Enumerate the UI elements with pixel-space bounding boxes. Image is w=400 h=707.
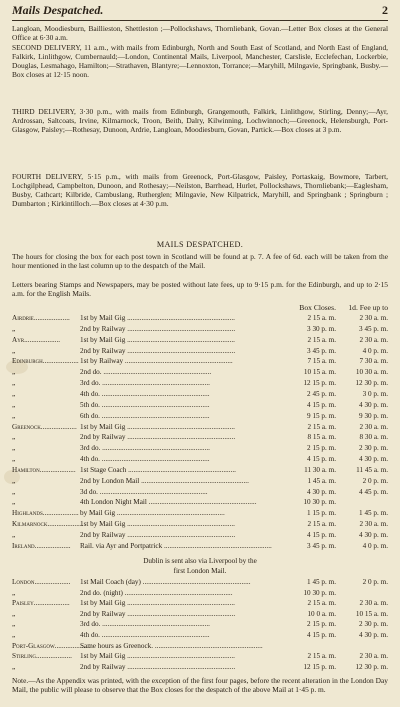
table-row	[12, 541, 388, 552]
description-cell: Rail. via Ayr and Portpatrick ............................................................	[80, 541, 272, 550]
table-row	[12, 530, 388, 541]
table-row	[12, 588, 388, 599]
delivery-paragraph: THIRD DELIVERY, 3·30 p.m., with mails from Edinburgh, Grangemouth, Falkirk, Linlithgow, Stirling, Denny;—Ayr, Ardrossan, Saltcoats, Irvine, Kilmarnock, Troon, Beith, Dalry, Kilwinning, Lochwinnoch;—Greenock, Helensburgh, Port-Glasgow, Paisley;—Rothesay, Dunoon, Ardrie, Langloan, Moodiesburn, Govan, Partick.—Box closes at 3 p.m.	[12, 107, 388, 135]
place-cell: Stirling....................	[12, 652, 72, 661]
table-row	[12, 609, 388, 620]
fee-cell: 4 0 p. m.	[362, 541, 388, 550]
intro-paragraph: The hours for closing the box for each post town in Scotland will be found at p. 7. A fee of 6d. each will be taken from the hour mentioned in the last column up to the despatch of the Mail.	[12, 252, 388, 271]
place-cell: Highlands....................	[12, 509, 79, 518]
table-row	[12, 432, 388, 443]
table-row	[12, 487, 388, 498]
table-row	[12, 313, 388, 324]
description-cell: 1st by Mail Gig ............................................................	[80, 599, 235, 608]
description-cell: by Mail Gig ............................................................	[80, 509, 225, 518]
box-closes-cell: 1 45 a. m.	[307, 476, 336, 485]
box-closes-cell: 10 30 p. m.	[303, 588, 336, 597]
fee-cell: 2 30 a. m.	[359, 599, 388, 608]
table-row	[12, 476, 388, 487]
table-row	[12, 422, 388, 433]
place-cell: „	[12, 498, 16, 507]
table-row	[12, 367, 388, 378]
description-cell: 2nd do. ............................................................	[80, 368, 212, 377]
place-cell: „	[12, 455, 16, 464]
description-cell: 2nd by London Mail ............................................................	[80, 476, 249, 485]
description-cell: Same hours as Greenock. ............................................................	[80, 641, 263, 650]
box-closes-cell: 3 30 p. m.	[307, 324, 336, 333]
box-closes-cell: 10 15 a. m.	[303, 368, 336, 377]
box-closes-cell: 3 45 p. m.	[307, 541, 336, 550]
box-closes-cell: 4 30 p. m.	[307, 487, 336, 496]
fee-cell: 2 30 a. m.	[359, 422, 388, 431]
fee-cell: 2 0 p. m.	[362, 476, 388, 485]
table-row	[12, 577, 388, 588]
place-cell: „	[12, 346, 16, 355]
place-cell: „	[12, 324, 16, 333]
description-cell: 4th do. ............................................................	[80, 631, 210, 639]
table-row	[12, 598, 388, 609]
delivery-paragraph: Langloan, Moodiesburn, Baillieston, Shettleston ;—Pollockshaws, Thornliebank, Govan.—Letter Box closes at the General Office at 6·30 a.m.	[12, 24, 388, 43]
description-cell: 1st by Railway ............................................................	[80, 357, 233, 366]
fee-cell: 12 30 p. m.	[355, 662, 388, 671]
page-number: 2	[382, 3, 388, 17]
fee-cell: 11 45 a. m.	[356, 465, 388, 474]
box-closes-cell: 10 0 a. m.	[307, 609, 336, 618]
fee-cell: 4 30 p. m.	[359, 631, 388, 639]
dublin-note: first London Mail.	[173, 567, 227, 575]
table-row	[12, 497, 388, 508]
place-cell: Edinburgh....................	[12, 357, 79, 366]
box-closes-cell: 2 15 a. m.	[307, 422, 336, 431]
fee-cell: 2 30 a. m.	[359, 652, 388, 661]
box-closes-cell: 3 45 p. m.	[307, 346, 336, 355]
description-cell: 3rd do. ............................................................	[80, 379, 210, 388]
box-closes-cell: 2 45 p. m.	[307, 389, 336, 398]
box-closes-cell: 1 15 p. m.	[307, 509, 336, 518]
fee-header: 1d. Fee up to	[348, 303, 388, 312]
table-row	[12, 454, 388, 465]
place-cell: Ayr....................	[12, 335, 61, 344]
delivery-paragraph: SECOND DELIVERY, 11 a.m., with mails from Edinburgh, North and South East of Scotland, and North East of England, Falkirk, Linlithgow, Cumbernauld;—London, Continental Mails, Liverpool, Manchester, Carslisle, Ecclefechan, Lockerbie, Douglas, Lesmahago, Hamilton;—Strathaven, Blantyre;—Lennoxton, Torrance;—Maryhill, Milngavie, Springbank, Busby.—Box closes at 12·15 noon.	[12, 43, 388, 80]
table-row	[12, 519, 388, 530]
description-cell: 2nd do. (night) ............................................................	[80, 588, 233, 597]
place-cell: „	[12, 476, 16, 485]
description-cell: 5th do. ............................................................	[80, 400, 210, 409]
fee-cell: 10 30 a. m.	[355, 368, 388, 377]
box-closes-cell: 2 15 p. m.	[307, 620, 336, 629]
description-cell: 1st Mail Coach (day) ............................................................	[80, 578, 251, 586]
place-cell: „	[12, 400, 16, 409]
description-cell: 6th do. ............................................................	[80, 411, 210, 420]
table-row	[12, 662, 388, 673]
description-cell: 3rd do. ............................................................	[80, 444, 210, 453]
place-cell: London....................	[12, 578, 71, 586]
fee-cell: 2 30 p. m.	[359, 444, 388, 453]
box-closes-cell: 2 15 a. m.	[307, 335, 336, 344]
description-cell: 4th London Night Mail ............................................................	[80, 498, 257, 507]
box-closes-cell: 2 15 a. m.	[307, 599, 336, 608]
fee-cell: 4 30 p. m.	[359, 531, 388, 539]
place-cell: Paisley....................	[12, 599, 70, 608]
fee-cell: 2 30 p. m.	[359, 620, 388, 629]
description-cell: 2nd by Railway ............................................................	[80, 609, 236, 618]
box-closes-header: Box Closes.	[299, 303, 336, 312]
place-cell: „	[12, 631, 16, 639]
table-row	[12, 378, 388, 389]
table-row	[12, 411, 388, 422]
fee-cell: 4 30 p. m.	[359, 455, 388, 464]
place-cell: „	[12, 433, 16, 442]
table-row	[12, 356, 388, 367]
table-row	[12, 508, 388, 519]
box-closes-cell: 10 30 p. m.	[303, 498, 336, 507]
table-row	[12, 324, 388, 335]
box-closes-cell: 2 15 a. m.	[307, 652, 336, 661]
fee-cell: 2 30 a. m.	[359, 335, 388, 344]
box-closes-cell: 12 15 p. m.	[303, 662, 336, 671]
table-row	[12, 389, 388, 400]
table-row	[12, 443, 388, 454]
description-cell: 4th do. ............................................................	[80, 455, 210, 464]
place-cell: Airdrie....................	[12, 314, 70, 322]
description-cell: 3d do. ............................................................	[80, 487, 208, 496]
description-cell: 1st by Mail Gig ............................................................	[80, 652, 235, 661]
running-title: Mails Despatched.	[12, 3, 104, 17]
fee-cell: 4 0 p. m.	[362, 346, 388, 355]
fee-cell: 3 0 p. m.	[362, 389, 388, 398]
fee-cell: 8 30 a. m.	[359, 433, 388, 442]
description-cell: 2nd by Railway ............................................................	[80, 662, 236, 671]
place-cell: Hamilton....................	[12, 465, 76, 474]
fee-cell: 4 45 p. m.	[359, 487, 388, 496]
place-cell: „	[12, 379, 16, 388]
box-closes-cell: 4 15 p. m.	[307, 400, 336, 409]
box-closes-cell: 1 45 p. m.	[307, 578, 336, 586]
box-closes-cell: 4 15 p. m.	[307, 455, 336, 464]
fee-cell: 9 30 p. m.	[359, 411, 388, 420]
place-cell: „	[12, 368, 16, 377]
fee-cell: 2 30 a. m.	[359, 520, 388, 529]
fee-cell: 2 30 a. m.	[359, 314, 388, 322]
place-cell: Ireland....................	[12, 541, 71, 550]
description-cell: 1st by Mail Gig ............................................................	[80, 520, 235, 529]
header-rule	[12, 20, 388, 21]
place-cell: „	[12, 531, 16, 539]
table-row	[12, 630, 388, 641]
box-closes-cell: 4 15 p. m.	[307, 531, 336, 539]
description-cell: 1st by Mail Gig ............................................................	[80, 314, 235, 322]
table-row	[12, 335, 388, 346]
dublin-note: Dublin is sent also via Liverpool by the	[143, 557, 257, 565]
fee-cell: 7 30 a. m.	[359, 357, 388, 366]
place-cell: „	[12, 609, 16, 618]
description-cell: 3rd do. ............................................................	[80, 620, 210, 629]
table-row	[12, 400, 388, 411]
place-cell: „	[12, 444, 16, 453]
delivery-paragraph: FOURTH DELIVERY, 5·15 p.m., with mails from Greenock, Port-Glasgow, Paisley, Portaskaig, Bowmore, Tarbert, Lochgilphead, Campbelton, Dunoon, and Rothesay;—Neilston, Barrhead, Hurlet, Pollockshaws, Thornliebank;—Eaglesham, Busby, Cathcart; Kilbride, Cambuslang, Rutherglen; Milngavie, New Kilpatrick, Maryhill, and Springbank ; Springburn ; Dumbarton ; Kirkintilloch.—Box closes at 4·30 p.m.	[12, 172, 388, 209]
box-closes-cell: 9 15 p. m.	[307, 411, 336, 420]
box-closes-cell: 4 15 p. m.	[307, 631, 336, 639]
place-cell: „	[12, 487, 16, 496]
place-cell: „	[12, 662, 16, 671]
section-title: MAILS DESPATCHED.	[156, 240, 244, 249]
fee-cell: 3 45 p. m.	[359, 324, 388, 333]
description-cell: 2nd by Railway ............................................................	[80, 324, 236, 333]
table-header	[12, 302, 388, 313]
fee-cell: 10 15 a. m.	[355, 609, 388, 618]
description-cell: 1st Stage Coach ............................................................	[80, 465, 236, 474]
fee-cell: 1 45 p. m.	[359, 509, 388, 518]
description-cell: 2nd by Railway ............................................................	[80, 346, 236, 355]
table-row	[12, 641, 388, 652]
place-cell: Kilmarnock....................	[12, 520, 84, 529]
running-header	[12, 3, 388, 19]
description-cell: 2nd by Railway ............................................................	[80, 531, 236, 539]
table-row	[12, 465, 388, 476]
description-cell: 1st by Mail Gig ............................................................	[80, 422, 235, 431]
table-row	[12, 619, 388, 630]
place-cell: Port-Glasgow....................	[12, 641, 91, 650]
description-cell: 4th do. ............................................................	[80, 389, 210, 398]
box-closes-cell: 11 30 a. m.	[304, 465, 336, 474]
intro-paragraph: Letters bearing Stamps and Newspapers, may be posted without late fees, up to 9·15 p.m. for the Edinburgh, and up to 2·15 a.m. for the English Mails.	[12, 280, 388, 299]
fee-cell: 4 30 p. m.	[359, 400, 388, 409]
table-row	[12, 651, 388, 662]
description-cell: 1st by Mail Gig ............................................................	[80, 335, 235, 344]
box-closes-cell: 12 15 p. m.	[303, 379, 336, 388]
box-closes-cell: 2 15 p. m.	[307, 444, 336, 453]
box-closes-cell: 7 15 a. m.	[307, 357, 336, 366]
fee-cell: 12 30 p. m.	[355, 379, 388, 388]
box-closes-cell: 2 15 a. m.	[307, 520, 336, 529]
description-cell: 2nd by Railway ............................................................	[80, 433, 236, 442]
place-cell: Greenock....................	[12, 422, 77, 431]
place-cell: „	[12, 411, 16, 420]
footnote: Note.—As the Appendix was printed, with the exception of the first four pages, before the recent alteration in the London Day Mail, the public will please to observe that the Box closes for the despatch of the above Mail at 1·45 p. m.	[12, 676, 388, 695]
place-cell: „	[12, 588, 16, 597]
fee-cell: 2 0 p. m.	[362, 578, 388, 586]
box-closes-cell: 8 15 a. m.	[307, 433, 336, 442]
box-closes-cell: 2 15 a. m.	[307, 314, 336, 322]
place-cell: „	[12, 389, 16, 398]
table-row	[12, 346, 388, 357]
place-cell: „	[12, 620, 16, 629]
